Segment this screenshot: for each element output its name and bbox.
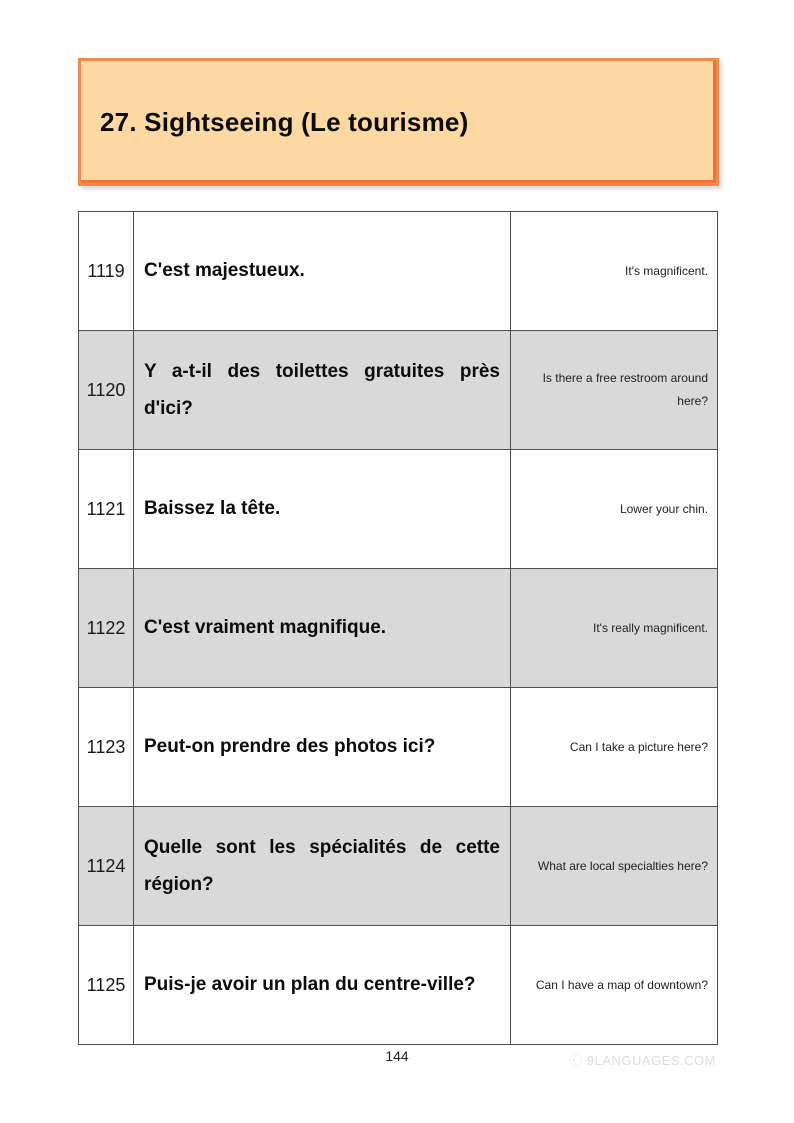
phrase-number: 1122 (79, 569, 134, 688)
phrase-number: 1125 (79, 926, 134, 1045)
table-row (79, 569, 718, 688)
phrase-french: Quelle sont les spécialités de cette région? (134, 807, 511, 926)
phrase-table (78, 211, 718, 1045)
phrase-number: 1119 (79, 212, 134, 331)
chapter-title: 27. Sightseeing (Le tourisme) (100, 106, 469, 137)
table-row (79, 450, 718, 569)
phrase-english: It's really magnificent. (511, 569, 718, 688)
phrase-english: It's magnificent. (511, 212, 718, 331)
phrase-english: What are local specialties here? (511, 807, 718, 926)
phrase-french: C'est majestueux. (134, 212, 511, 331)
phrase-table-body (79, 212, 718, 1045)
phrase-french: Peut-on prendre des photos ici? (134, 688, 511, 807)
phrase-french: Puis-je avoir un plan du centre-ville? (134, 926, 511, 1045)
chapter-title-box (78, 58, 719, 186)
page-number: 144 (385, 1048, 409, 1064)
phrase-french: Y a-t-il des toilettes gratuites près d'ici? (134, 331, 511, 450)
phrase-number: 1124 (79, 807, 134, 926)
table-row (79, 926, 718, 1045)
table-row (79, 688, 718, 807)
phrase-french: Baissez la tête. (134, 450, 511, 569)
table-row (79, 331, 718, 450)
table-row (79, 212, 718, 331)
phrase-english: Can I take a picture here? (511, 688, 718, 807)
table-row (79, 807, 718, 926)
phrase-french: C'est vraiment magnifique. (134, 569, 511, 688)
phrase-english: Can I have a map of downtown? (511, 926, 718, 1045)
copyright-watermark: ⓒ 9LANGUAGES.COM (569, 1053, 716, 1068)
phrase-english: Is there a free restroom around here? (511, 331, 718, 450)
phrase-number: 1123 (79, 688, 134, 807)
phrase-english: Lower your chin. (511, 450, 718, 569)
phrase-number: 1120 (79, 331, 134, 450)
phrase-number: 1121 (79, 450, 134, 569)
